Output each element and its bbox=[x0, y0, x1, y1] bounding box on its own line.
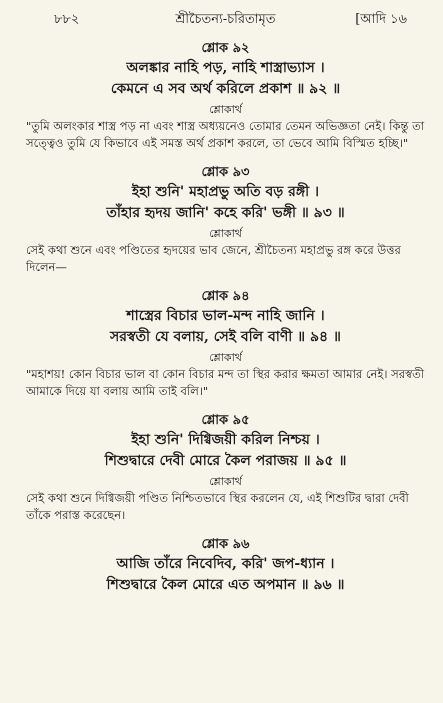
page-number: ৮৮২ bbox=[54, 12, 80, 27]
translation-text: সেই কথা শুনে এবং পণ্ডিতের হৃদয়ের ভাব জেনে, শ্রীচৈতন্য মহাপ্রভু রঙ্গ করে উত্তর দিলেন— bbox=[26, 243, 401, 274]
verse-line: শিশুদ্বারে কৈল মোরে এত অপমান ॥ ৯৬ ॥ bbox=[106, 577, 345, 593]
verse-heading: শ্লোক ৯৩ bbox=[201, 165, 250, 180]
verse-line: শিশুদ্বারে দেবী মোরে কৈল পরাজয় ॥ ৯৫ ॥ bbox=[104, 453, 347, 469]
translation-text: "তুমি অলংকার শাস্ত্র পড় না এবং শাস্ত্র অধ্যয়নেও তোমার তেমন অভিজ্ঞতা নেই। কিন্তু তা সত্ত্বেও তুমি যে কিভাবে এই সমস্ত অর্থ প্রকাশ করলে, তা ভেবে আমি বিস্মিত হচ্ছি।" bbox=[26, 119, 425, 150]
verse-heading: শ্লোক ৯৪ bbox=[201, 289, 250, 304]
verse-block-92 bbox=[26, 40, 425, 152]
page-header bbox=[26, 0, 425, 28]
verse-heading: শ্লোক ৯২ bbox=[201, 41, 250, 56]
translation-heading: শ্লোকার্থ bbox=[209, 227, 242, 240]
translation-text: সেই কথা শুনে দিগ্বিজয়ী পণ্ডিত নিশ্চিতভাবে স্থির করলেন যে, এই শিশুটির দ্বারা দেবী তাঁকে পরাস্ত করেছেন। bbox=[26, 491, 409, 522]
section-label: [আদি ১৬ bbox=[355, 12, 407, 27]
verse-line: সরস্বতী যে বলায়, সেই বলি বাণী ॥ ৯৪ ॥ bbox=[110, 329, 341, 345]
verse-line: ইহা শুনি' মহাপ্রভু অতি বড় রঙ্গী । bbox=[131, 184, 320, 200]
verse-line: তাঁহার হৃদয় জানি' কহে করি' ভঙ্গী ॥ ৯৩ ॥ bbox=[106, 205, 345, 221]
verse-block-96 bbox=[26, 536, 425, 596]
verse-block-94 bbox=[26, 288, 425, 400]
verse-block-93 bbox=[26, 164, 425, 276]
translation-heading: শ্লোকার্থ bbox=[209, 475, 242, 488]
running-title: শ্রীচৈতন্য-চরিতামৃত bbox=[175, 12, 276, 27]
verse-block-95 bbox=[26, 412, 425, 524]
verse-heading: শ্লোক ৯৫ bbox=[201, 413, 250, 428]
verse-line: ইহা শুনি' দিগ্বিজয়ী করিল নিশ্চয় । bbox=[131, 432, 320, 448]
verse-line: কেমনে এ সব অর্থ করিলে প্রকাশ ॥ ৯২ ॥ bbox=[110, 81, 341, 97]
verse-line: শাস্ত্রের বিচার ভাল-মন্দ নাহি জানি । bbox=[126, 308, 325, 324]
translation-heading: শ্লোকার্থ bbox=[209, 351, 242, 364]
verse-line: আজি তাঁরে নিবেদিব, করি' জপ-ধ্যান । bbox=[116, 556, 335, 572]
translation-text: "মহাশয়! কোন বিচার ভাল বা কোন বিচার মন্দ তা স্থির করার ক্ষমতা আমার নেই। সরস্বতী আমাকে দিয়ে যা বলায় আমি তাই বলি।" bbox=[26, 367, 424, 398]
verse-heading: শ্লোক ৯৬ bbox=[201, 537, 250, 552]
translation-heading: শ্লোকার্থ bbox=[209, 103, 242, 116]
verse-line: অলঙ্কার নাহি পড়, নাহি শাস্ত্রাভ্যাস । bbox=[126, 60, 325, 76]
